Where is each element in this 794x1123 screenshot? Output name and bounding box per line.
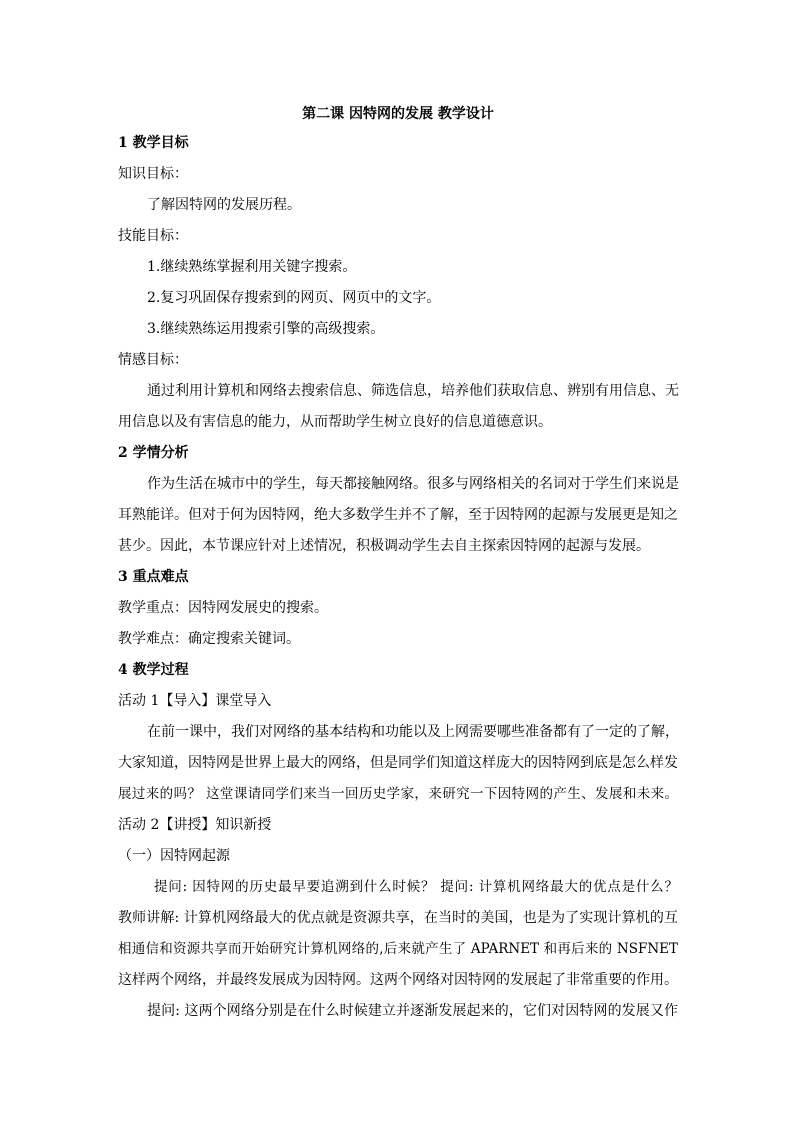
document-title: 第二课 因特网的发展 教学设计	[302, 106, 494, 122]
label-knowledge-objective: 知识目标：	[118, 166, 188, 182]
label-emotion-objective: 情感目标：	[118, 352, 188, 368]
paragraph-explain-line-3: 这样两个网络，并最终发展成为因特网。这两个网络对因特网的发展起了非常重要的作用。	[118, 972, 678, 988]
paragraph-key-point: 教学重点：因特网发展史的搜索。	[118, 600, 328, 616]
list-item-skill-2: 2.复习巩固保存搜索到的网页、网页中的文字。	[147, 290, 441, 306]
paragraph-explain-line-2: 相通信和资源共享而开始研究计算机网络的,后来就产生了 APARNET 和再后来的 NSFNET	[118, 941, 678, 957]
section-heading-student-analysis: 2 学情分析	[118, 445, 189, 461]
activity-2-heading: 活动 2【讲授】知识新授	[118, 817, 272, 833]
section-heading-process: 4 教学过程	[118, 662, 189, 678]
paragraph-knowledge-objective: 了解因特网的发展历程。	[147, 197, 301, 213]
label-skill-objective: 技能目标：	[118, 228, 188, 244]
list-item-skill-3: 3.继续熟练运用搜索引擎的高级搜索。	[147, 321, 385, 337]
paragraph-analysis-line-1: 作为生活在城市中的学生，每天都接触网络。很多与网络相关的名词对于学生们来说是	[147, 476, 679, 492]
subsection-internet-origin: （一）因特网起源	[118, 848, 230, 864]
paragraph-final-question: 提问: 这两个网络分别是在什么时候建立并逐渐发展起来的，它们对因特网的发展又作	[147, 1003, 678, 1019]
list-item-skill-1: 1.继续熟练掌握利用关键字搜索。	[147, 259, 357, 275]
paragraph-analysis-line-2: 耳熟能详。但对于何为因特网，绝大多数学生并不了解，至于因特网的起源与发展更是知之	[118, 507, 678, 523]
paragraph-questions-line: 提问: 因特网的历史最早要追溯到什么时候？ 提问: 计算机网络最大的优点是什么？	[154, 879, 678, 895]
document-page	[118, 100, 678, 1027]
paragraph-intro-line-3: 展过来的吗？ 这堂课请同学们来当一回历史学家，来研究一下因特网的产生、发展和未来。	[118, 786, 678, 802]
paragraph-analysis-line-3: 甚少。因此，本节课应针对上述情况，积极调动学生去自主探索因特网的起源与发展。	[118, 538, 650, 554]
paragraph-intro-line-2: 大家知道，因特网是世界上最大的网络，但是同学们知道这样庞大的因特网到底是怎么样发	[118, 755, 678, 771]
paragraph-emotion-line-1: 通过利用计算机和网络去搜索信息、筛选信息，培养他们获取信息、辨别有用信息、无	[147, 383, 679, 399]
paragraph-difficult-point: 教学难点：确定搜索关键词。	[118, 631, 300, 647]
activity-1-heading: 活动 1【导入】课堂导入	[118, 693, 272, 709]
paragraph-intro-line-1: 在前一课中，我们对网络的基本结构和功能以及上网需要哪些准备都有了一定的了解，	[147, 724, 679, 740]
paragraph-emotion-line-2: 用信息以及有害信息的能力，从而帮助学生树立良好的信息道德意识。	[118, 414, 552, 430]
section-heading-objectives: 1 教学目标	[118, 135, 189, 151]
section-heading-key-points: 3 重点难点	[118, 569, 189, 585]
paragraph-explain-line-1: 教师讲解: 计算机网络最大的优点就是资源共享，在当时的美国，也是为了实现计算机的互	[118, 910, 678, 926]
